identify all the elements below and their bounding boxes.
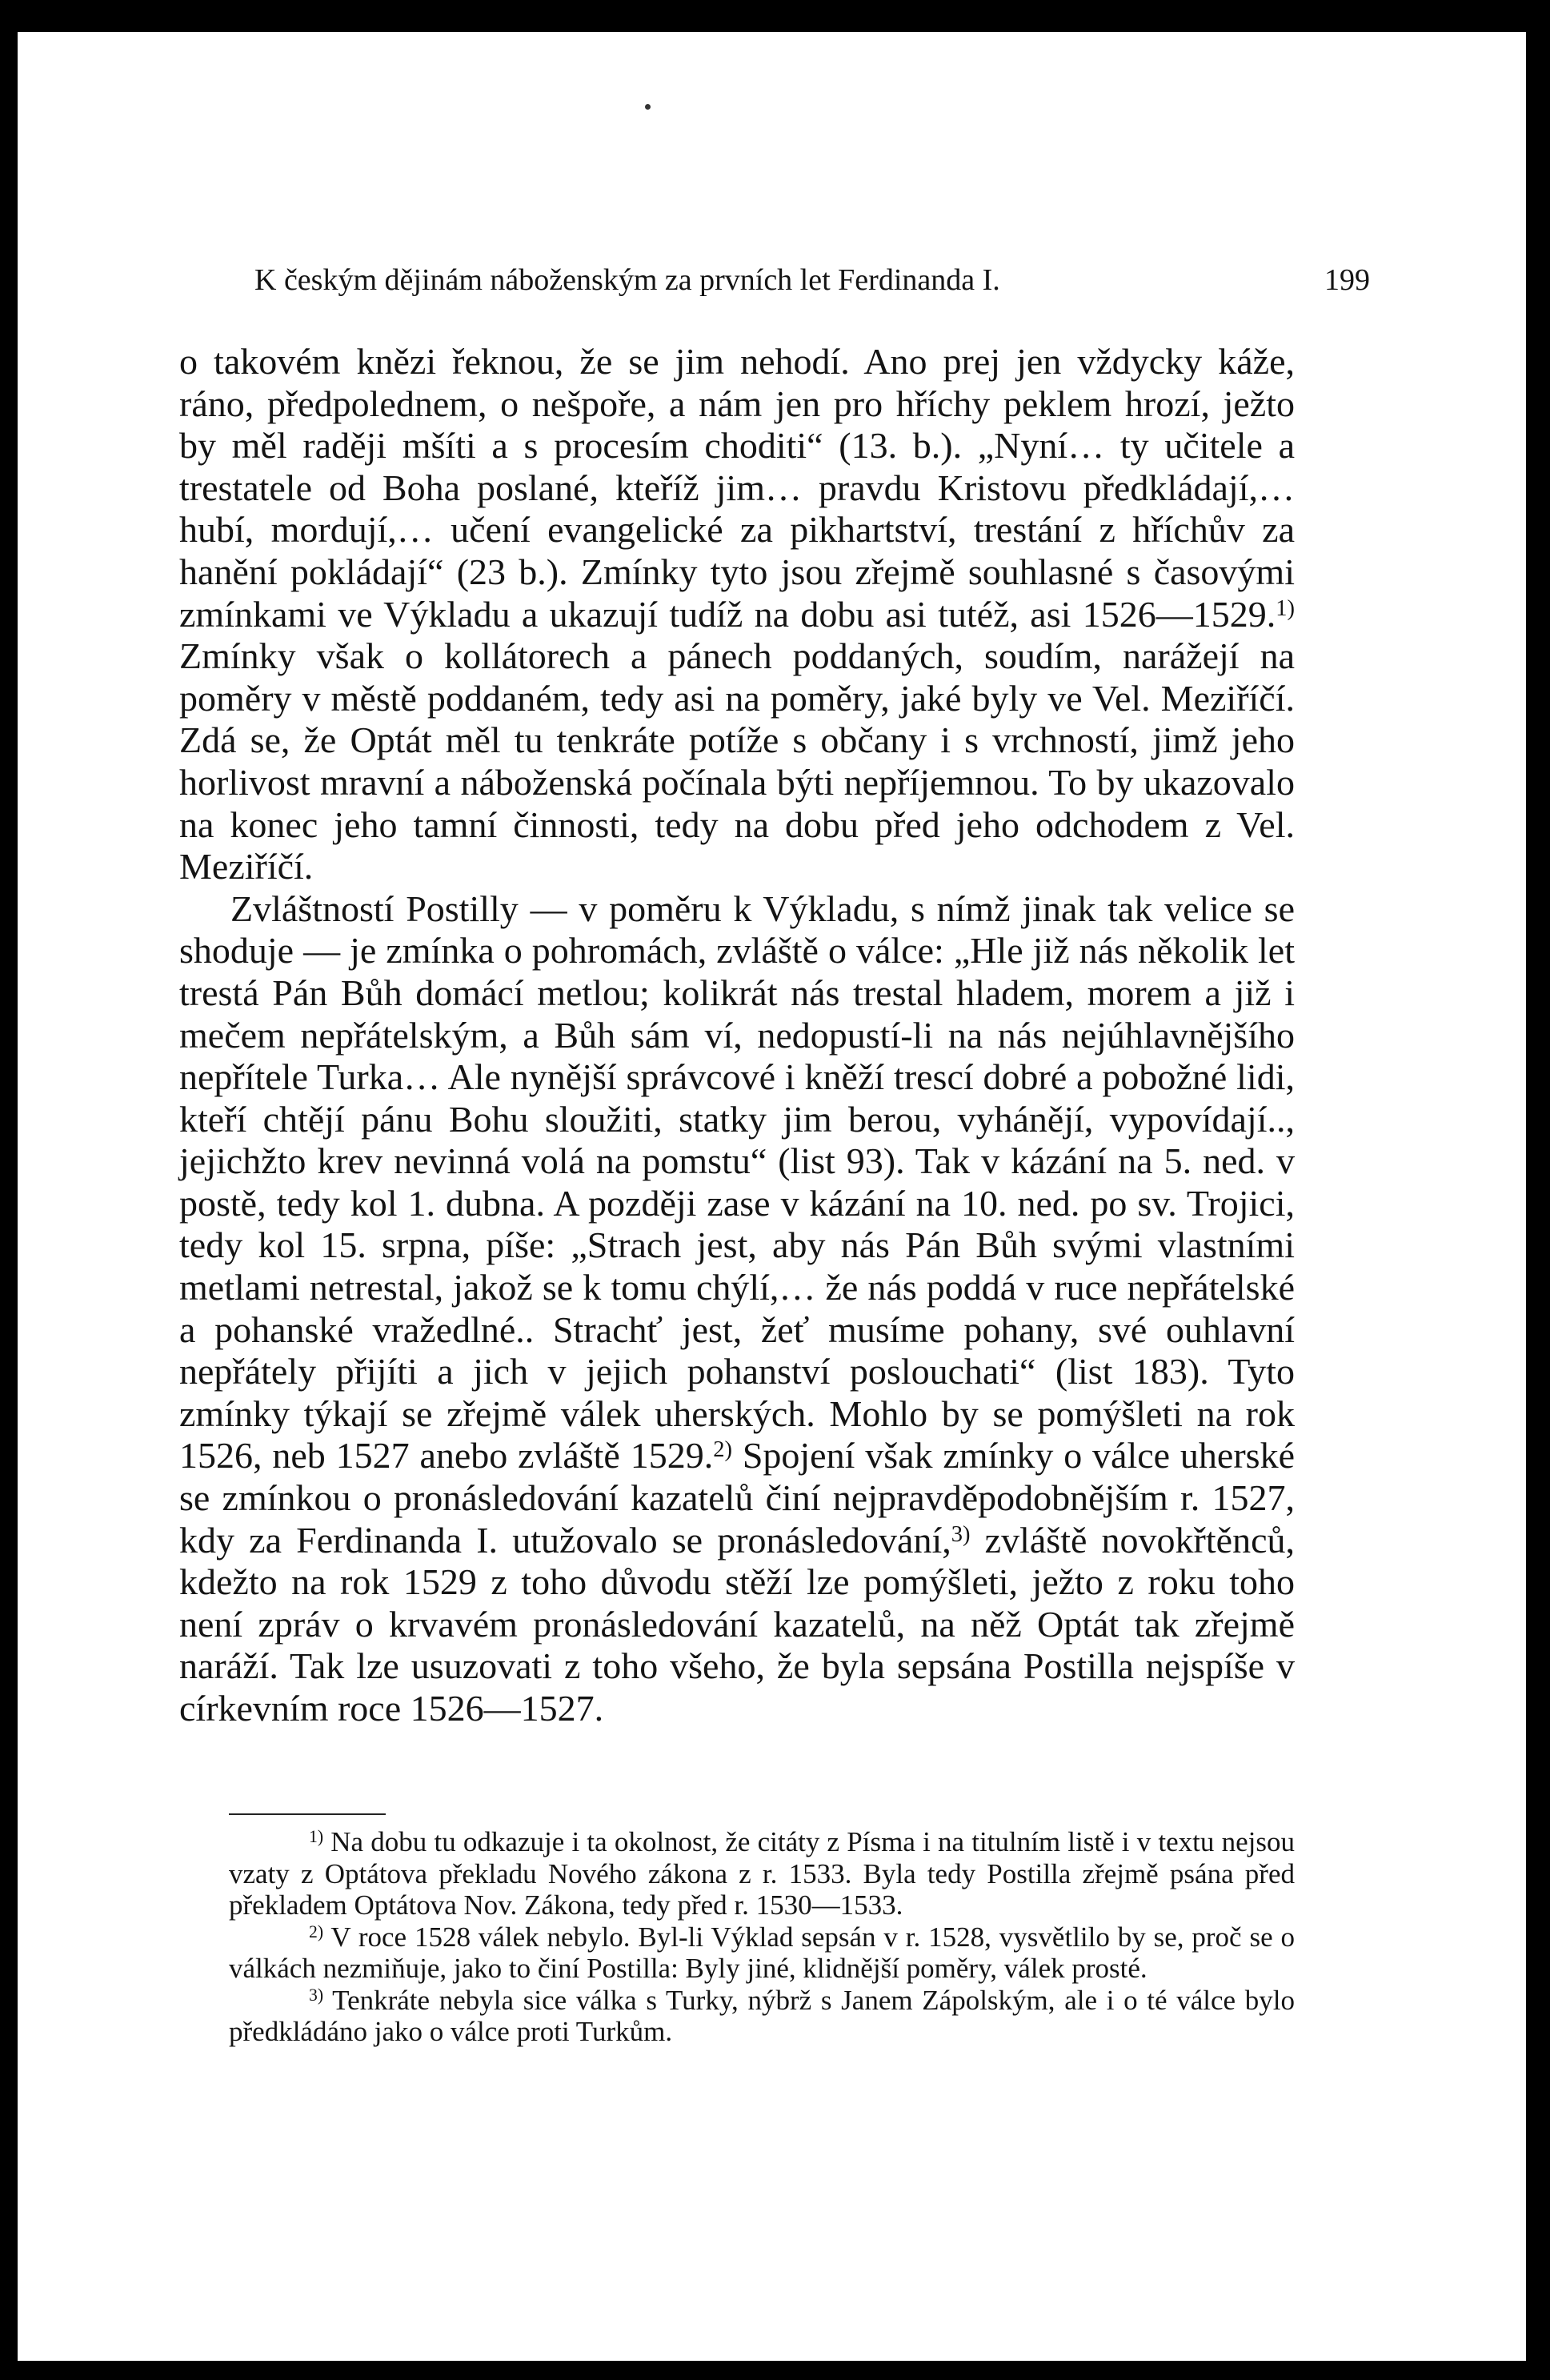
footnote-number: 2) <box>309 1921 324 1941</box>
footnote-number: 1) <box>309 1827 324 1847</box>
body-paragraph <box>179 341 1295 888</box>
paragraph-text: Spojení však zmínky o válce uherské se zmínkou o pronásledování kazatelů činí nejpravděpodobnějším r. 1527, kdy za Ferdinanda I. utužovalo se pronásledování, <box>179 1435 1295 1561</box>
footnote-text: Tenkráte nebyla sice válka s Turky, nýbrž s Janem Zápolským, ale i o té válce bylo předkládáno jako o válce proti Turkům. <box>229 1984 1295 2047</box>
footnote <box>229 1921 1295 1985</box>
running-head-title: K českým dějinám náboženským za prvních let Ferdinanda I. <box>254 263 1000 297</box>
paragraph-text: o takovém knězi řeknou, že se jim nehodí. Ano prej jen vždycky káže, ráno, předpolednem, o nešpoře, a nám jen pro hříchy peklem hrozí, ježto by měl raději mšíti a s procesím choditi“ (13. b.). „Nyní… ty učitele a trestatele od Boha poslané, kteříž jim… pravdu Kristovu předkládají,… hubí, mordují,… učení evangelické za pikhartství, trestání z hříchův za hanění pokládají“ (23 b.). Zmínky tyto jsou zřejmě souhlasné s časovými zmínkami ve Výkladu a ukazují tudíž na dobu asi tutéž, asi 1526—1529. <box>179 341 1295 635</box>
footnote-marker: 1) <box>1276 595 1295 621</box>
footnote-marker: 2) <box>713 1437 732 1463</box>
body-paragraph <box>179 888 1295 1730</box>
footnote-rule <box>229 1813 386 1815</box>
paragraph-text: Zmínky však o kollátorech a pánech poddaných, soudím, narážejí na poměry v městě poddaném, tedy asi na poměry, jaké byly ve Vel. Meziříčí. Zdá se, že Optát měl tu tenkráte potíže s občany i s vrchností, jimž jeho horlivost mravní a náboženská počínala býti nepříjemnou. To by ukazovalo na konec jeho tamní činnosti, tedy na dobu před jeho odchodem z Vel. Meziříčí. <box>179 635 1295 887</box>
paragraph-text: Zvláštností Postilly — v poměru k Výkladu, s nímž jinak tak velice se shoduje — je zmínka o pohromách, zvláště o válce: „Hle již nás několik let trestá Pán Bůh domácí metlou; kolikrát nás trestal hladem, morem a již i mečem nepřátelským, a Bůh sám ví, nedopustí-li na nás nejúhlavnějšího nepřítele Turka… Ale nynější správcové i kněží trescí dobré a pobožné lidi, kteří chtějí pánu Bohu sloužiti, statky jim berou, vyhánějí, vypovídají.., jejichžto krev nevinná volá na pomstu“ (list 93). Tak v kázání na 5. ned. v postě, tedy kol 1. dubna. A později zase v kázání na 10. ned. po sv. Trojici, tedy kol 15. srpna, píše: „Strach jest, aby nás Pán Bůh svými vlastními metlami netrestal, jakož se k tomu chýlí,… že nás poddá v ruce nepřátelské a pohanské vražedlné.. Strachť jest, žeť musíme pohany, své ouhlavní nepřátely přijíti a jich v jejich pohanství poslouchati“ (list 183). Tyto zmínky týkají se zřejmě válek uherských. Mohlo by se pomýšleti na rok 1526, neb 1527 anebo zvláště 1529. <box>179 887 1295 1476</box>
footnote-text: Na dobu tu odkazuje i ta okolnost, že citáty z Písma i na titulním listě i v textu nejsou vzaty z Optátova překladu Nového zákona z r. 1533. Byla tedy Postilla zřejmě psána před překladem Optátova Nov. Zákona, tedy před r. 1530—1533. <box>229 1826 1295 1921</box>
running-head <box>254 261 1370 299</box>
footnote-number: 3) <box>309 1985 324 2005</box>
footnotes <box>229 1826 1295 2048</box>
page-number: 199 <box>1324 263 1370 297</box>
footnote <box>229 1985 1295 2048</box>
book-page <box>42 32 1526 2361</box>
footnote-text: V roce 1528 válek nebylo. Byl-li Výklad sepsán v r. 1528, vysvětlilo by se, proč se o válkách nezmiňuje, jako to činí Postilla: Byly jiné, klidnější poměry, válek prosté. <box>229 1921 1295 1984</box>
footnote <box>229 1826 1295 1921</box>
paragraph-text: zvláště novokřtěnců, kdežto na rok 1529 z toho důvodu stěží lze pomýšleti, ježto z roku toho není zpráv o krvavém pronásledování kazatelů, na něž Optát tak zřejmě naráží. Tak lze usuzovati z toho všeho, že byla sepsána Postilla nejspíše v církevním roce 1526—1527. <box>179 1519 1295 1729</box>
footnote-marker: 3) <box>951 1521 971 1547</box>
body-text <box>179 341 1295 1730</box>
ink-speck <box>645 104 651 110</box>
